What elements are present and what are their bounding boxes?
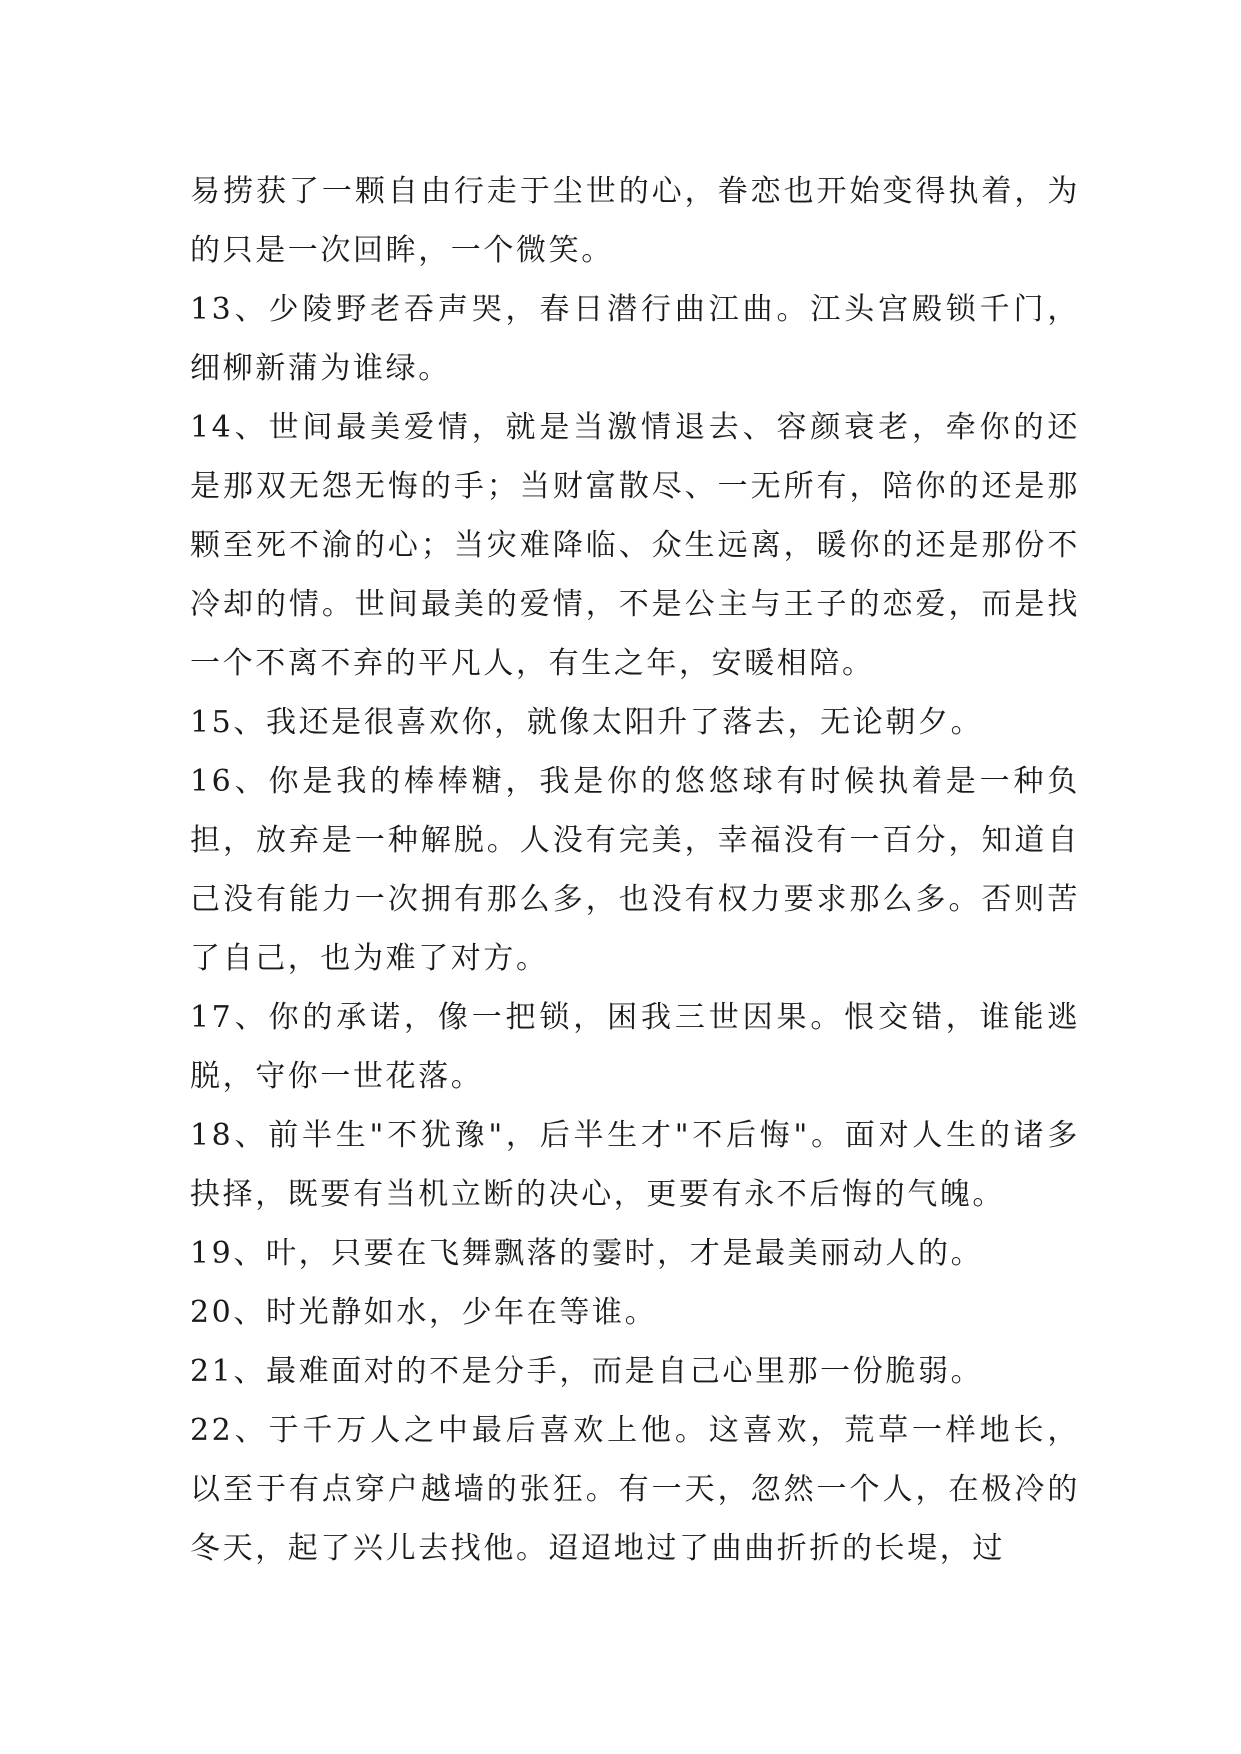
paragraph-continuation: 易捞获了一颗自由行走于尘世的心，眷恋也开始变得执着，为的只是一次回眸，一个微笑。 [190,174,1080,268]
paragraph-14: 14、世间最美爱情，就是当激情退去、容颜衰老，牵你的还是那双无怨无悔的手；当财富散尽、一无所有，陪你的还是那颗至死不渝的心；当灾难降临、众生远离，暖你的还是那份不冷却的情。世间最美的爱情，不是公主与王子的恋爱，而是找一个不离不弃的平凡人，有生之年，安暖相陪。 [190,410,1080,681]
paragraph-17: 17、你的承诺，像一把锁，困我三世因果。恨交错，谁能逃脱，守你一世花落。 [190,1000,1080,1094]
paragraph-21: 21、最难面对的不是分手，而是自己心里那一份脆弱。 [190,1354,984,1389]
paragraph-16: 16、你是我的棒棒糖，我是你的悠悠球有时候执着是一种负担，放弃是一种解脱。人没有完美，幸福没有一百分，知道自己没有能力一次拥有那么多，也没有权力要求那么多。否则苦了自己，也为难了对方。 [190,764,1080,976]
paragraph-20: 20、时光静如水，少年在等谁。 [190,1295,658,1330]
body-text [190,162,1080,1578]
paragraph-15: 15、我还是很喜欢你，就像太阳升了落去，无论朝夕。 [190,705,984,740]
paragraph-18: 18、前半生"不犹豫"，后半生才"不后悔"。面对人生的诸多抉择，既要有当机立断的决心，更要有永不后悔的气魄。 [190,1118,1080,1212]
paragraph-19: 19、叶，只要在飞舞飘落的霎时，才是最美丽动人的。 [190,1236,984,1271]
paragraph-22: 22、于千万人之中最后喜欢上他。这喜欢，荒草一样地长，以至于有点穿户越墙的张狂。有一天，忽然一个人，在极冷的冬天，起了兴儿去找他。迢迢地过了曲曲折折的长堤，过 [190,1413,1080,1566]
paragraph-13: 13、少陵野老吞声哭，春日潜行曲江曲。江头宫殿锁千门，细柳新蒲为谁绿。 [190,292,1080,386]
